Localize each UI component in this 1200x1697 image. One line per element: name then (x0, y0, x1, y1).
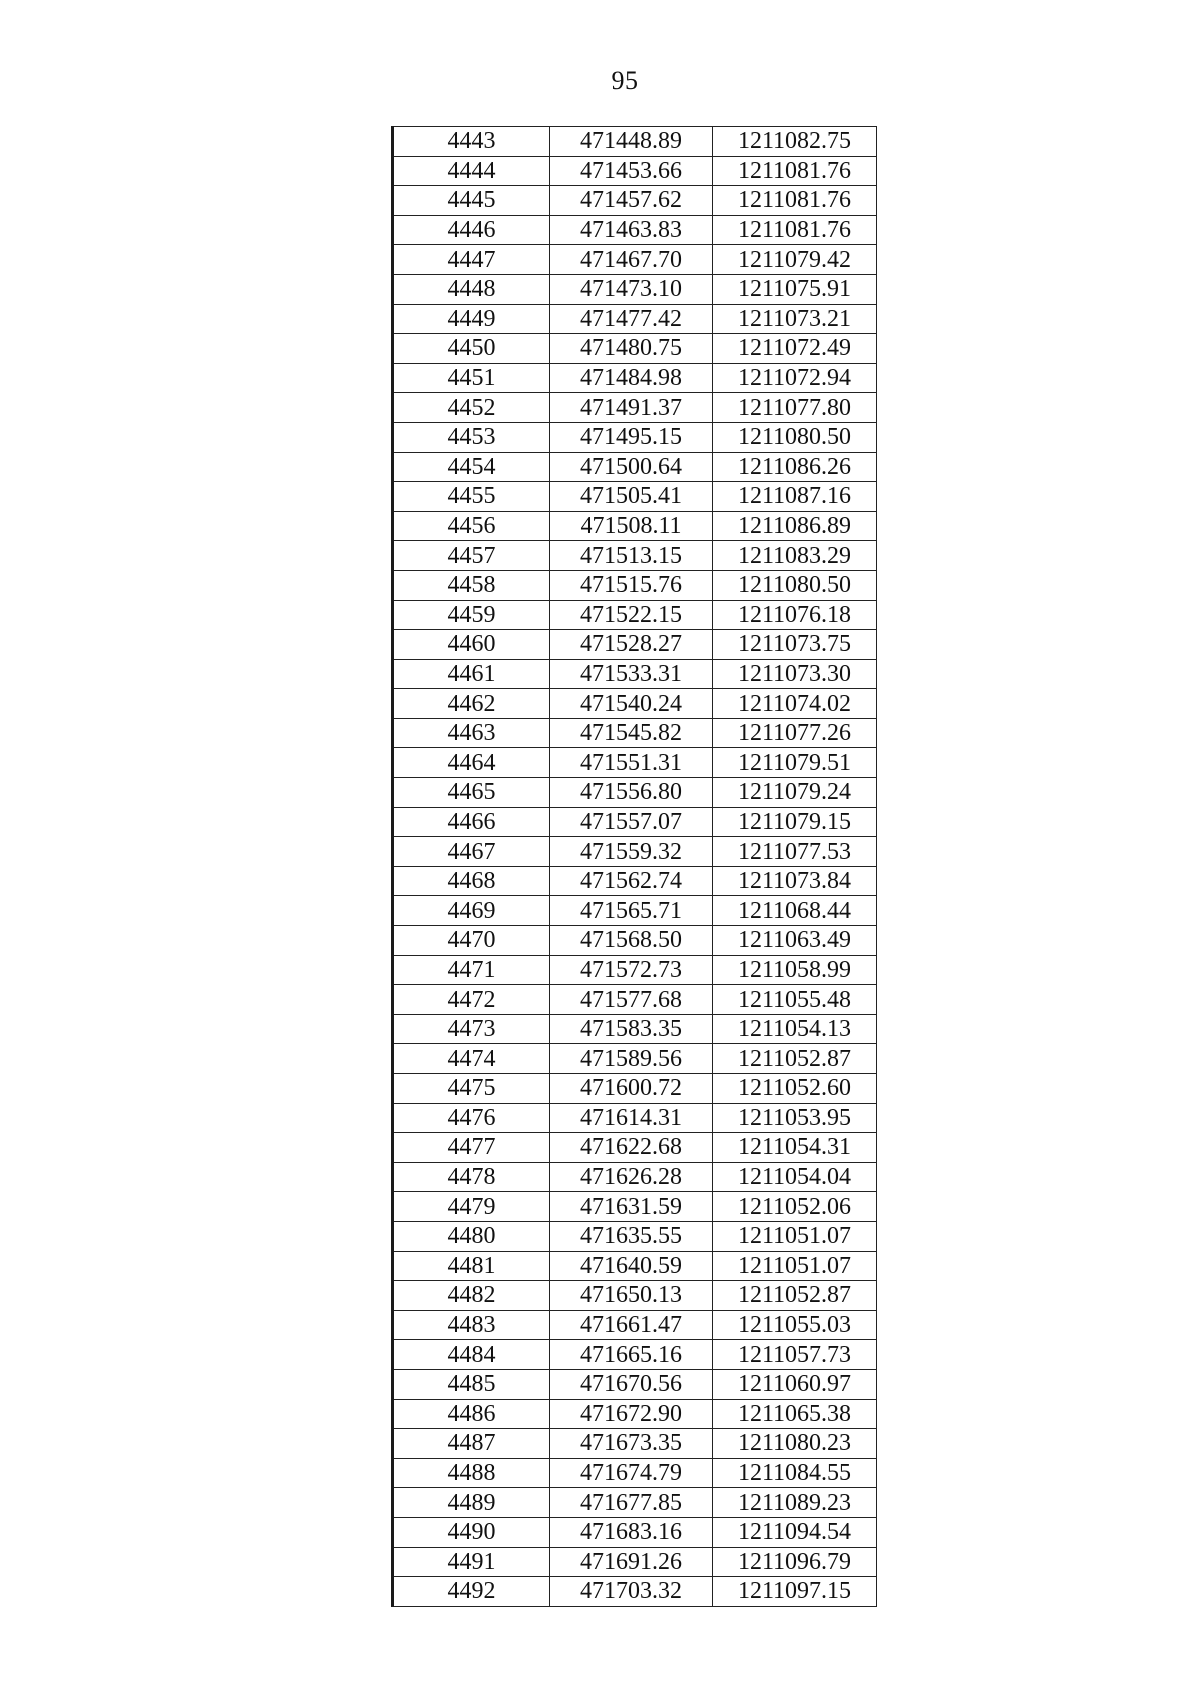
x-coordinate-cell: 471484.98 (550, 363, 713, 393)
point-number-cell: 4461 (393, 659, 550, 689)
point-number-cell: 4487 (393, 1429, 550, 1459)
x-coordinate-cell: 471683.16 (550, 1517, 713, 1547)
x-coordinate-cell: 471533.31 (550, 659, 713, 689)
x-coordinate-cell: 471522.15 (550, 600, 713, 630)
y-coordinate-cell: 1211055.03 (713, 1310, 877, 1340)
point-number-cell: 4443 (393, 127, 550, 157)
table-row (393, 363, 877, 393)
x-coordinate-cell: 471665.16 (550, 1340, 713, 1370)
y-coordinate-cell: 1211080.50 (713, 570, 877, 600)
y-coordinate-cell: 1211060.97 (713, 1369, 877, 1399)
point-number-cell: 4445 (393, 186, 550, 216)
x-coordinate-cell: 471640.59 (550, 1251, 713, 1281)
y-coordinate-cell: 1211052.06 (713, 1192, 877, 1222)
y-coordinate-cell: 1211075.91 (713, 274, 877, 304)
y-coordinate-cell: 1211068.44 (713, 896, 877, 926)
y-coordinate-cell: 1211097.15 (713, 1577, 877, 1607)
x-coordinate-cell: 471583.35 (550, 1014, 713, 1044)
x-coordinate-cell: 471589.56 (550, 1044, 713, 1074)
table-row (393, 1074, 877, 1104)
y-coordinate-cell: 1211073.30 (713, 659, 877, 689)
y-coordinate-cell: 1211080.23 (713, 1429, 877, 1459)
y-coordinate-cell: 1211074.02 (713, 689, 877, 719)
x-coordinate-cell: 471457.62 (550, 186, 713, 216)
x-coordinate-cell: 471540.24 (550, 689, 713, 719)
point-number-cell: 4482 (393, 1281, 550, 1311)
table-row (393, 630, 877, 660)
point-number-cell: 4460 (393, 630, 550, 660)
table-row (393, 127, 877, 157)
y-coordinate-cell: 1211073.75 (713, 630, 877, 660)
y-coordinate-cell: 1211089.23 (713, 1488, 877, 1518)
x-coordinate-cell: 471614.31 (550, 1103, 713, 1133)
table-row (393, 274, 877, 304)
y-coordinate-cell: 1211086.26 (713, 452, 877, 482)
x-coordinate-cell: 471559.32 (550, 837, 713, 867)
point-number-cell: 4447 (393, 245, 550, 275)
x-coordinate-cell: 471572.73 (550, 955, 713, 985)
point-number-cell: 4474 (393, 1044, 550, 1074)
y-coordinate-cell: 1211079.24 (713, 778, 877, 808)
x-coordinate-cell: 471467.70 (550, 245, 713, 275)
point-number-cell: 4490 (393, 1517, 550, 1547)
x-coordinate-cell: 471674.79 (550, 1458, 713, 1488)
x-coordinate-cell: 471515.76 (550, 570, 713, 600)
point-number-cell: 4480 (393, 1221, 550, 1251)
y-coordinate-cell: 1211079.51 (713, 748, 877, 778)
point-number-cell: 4473 (393, 1014, 550, 1044)
x-coordinate-cell: 471565.71 (550, 896, 713, 926)
y-coordinate-cell: 1211081.76 (713, 186, 877, 216)
x-coordinate-cell: 471557.07 (550, 807, 713, 837)
table-row (393, 334, 877, 364)
x-coordinate-cell: 471703.32 (550, 1577, 713, 1607)
y-coordinate-cell: 1211077.80 (713, 393, 877, 423)
table-row (393, 452, 877, 482)
table-row (393, 541, 877, 571)
point-number-cell: 4491 (393, 1547, 550, 1577)
point-number-cell: 4463 (393, 718, 550, 748)
table-row (393, 1014, 877, 1044)
y-coordinate-cell: 1211081.76 (713, 156, 877, 186)
table-row (393, 1162, 877, 1192)
table-row (393, 156, 877, 186)
y-coordinate-cell: 1211077.53 (713, 837, 877, 867)
point-number-cell: 4469 (393, 896, 550, 926)
x-coordinate-cell: 471650.13 (550, 1281, 713, 1311)
y-coordinate-cell: 1211096.79 (713, 1547, 877, 1577)
table-row (393, 422, 877, 452)
point-number-cell: 4472 (393, 985, 550, 1015)
y-coordinate-cell: 1211094.54 (713, 1517, 877, 1547)
point-number-cell: 4448 (393, 274, 550, 304)
point-number-cell: 4450 (393, 334, 550, 364)
point-number-cell: 4471 (393, 955, 550, 985)
table-row (393, 1517, 877, 1547)
point-number-cell: 4444 (393, 156, 550, 186)
y-coordinate-cell: 1211065.38 (713, 1399, 877, 1429)
y-coordinate-cell: 1211073.21 (713, 304, 877, 334)
y-coordinate-cell: 1211087.16 (713, 482, 877, 512)
point-number-cell: 4466 (393, 807, 550, 837)
page-number: 95 (611, 66, 639, 95)
table-row (393, 1310, 877, 1340)
x-coordinate-cell: 471556.80 (550, 778, 713, 808)
table-row (393, 689, 877, 719)
table-row (393, 1547, 877, 1577)
table-row (393, 1488, 877, 1518)
point-number-cell: 4449 (393, 304, 550, 334)
point-number-cell: 4485 (393, 1369, 550, 1399)
table-row (393, 1399, 877, 1429)
table-row (393, 1221, 877, 1251)
x-coordinate-cell: 471500.64 (550, 452, 713, 482)
table-row (393, 511, 877, 541)
x-coordinate-cell: 471600.72 (550, 1074, 713, 1104)
point-number-cell: 4464 (393, 748, 550, 778)
point-number-cell: 4458 (393, 570, 550, 600)
x-coordinate-cell: 471505.41 (550, 482, 713, 512)
y-coordinate-cell: 1211063.49 (713, 926, 877, 956)
point-number-cell: 4452 (393, 393, 550, 423)
y-coordinate-cell: 1211072.49 (713, 334, 877, 364)
table-row (393, 1577, 877, 1607)
x-coordinate-cell: 471551.31 (550, 748, 713, 778)
table-row (393, 1458, 877, 1488)
point-number-cell: 4488 (393, 1458, 550, 1488)
table-row (393, 926, 877, 956)
table-row (393, 600, 877, 630)
y-coordinate-cell: 1211077.26 (713, 718, 877, 748)
y-coordinate-cell: 1211079.42 (713, 245, 877, 275)
point-number-cell: 4462 (393, 689, 550, 719)
table-row (393, 1192, 877, 1222)
coordinates-table (391, 126, 877, 1607)
x-coordinate-cell: 471677.85 (550, 1488, 713, 1518)
y-coordinate-cell: 1211052.60 (713, 1074, 877, 1104)
table-row (393, 393, 877, 423)
y-coordinate-cell: 1211076.18 (713, 600, 877, 630)
point-number-cell: 4457 (393, 541, 550, 571)
table-row (393, 1369, 877, 1399)
table-row (393, 985, 877, 1015)
point-number-cell: 4486 (393, 1399, 550, 1429)
point-number-cell: 4481 (393, 1251, 550, 1281)
y-coordinate-cell: 1211051.07 (713, 1221, 877, 1251)
table-row (393, 866, 877, 896)
x-coordinate-cell: 471448.89 (550, 127, 713, 157)
x-coordinate-cell: 471528.27 (550, 630, 713, 660)
x-coordinate-cell: 471673.35 (550, 1429, 713, 1459)
x-coordinate-cell: 471495.15 (550, 422, 713, 452)
y-coordinate-cell: 1211086.89 (713, 511, 877, 541)
x-coordinate-cell: 471577.68 (550, 985, 713, 1015)
coordinates-table-body (393, 127, 877, 1607)
point-number-cell: 4477 (393, 1133, 550, 1163)
x-coordinate-cell: 471631.59 (550, 1192, 713, 1222)
table-row (393, 1340, 877, 1370)
point-number-cell: 4459 (393, 600, 550, 630)
x-coordinate-cell: 471635.55 (550, 1221, 713, 1251)
y-coordinate-cell: 1211073.84 (713, 866, 877, 896)
table-row (393, 778, 877, 808)
point-number-cell: 4465 (393, 778, 550, 808)
table-row (393, 1251, 877, 1281)
table-row (393, 570, 877, 600)
point-number-cell: 4492 (393, 1577, 550, 1607)
table-row (393, 896, 877, 926)
table-row (393, 186, 877, 216)
x-coordinate-cell: 471670.56 (550, 1369, 713, 1399)
point-number-cell: 4475 (393, 1074, 550, 1104)
y-coordinate-cell: 1211054.31 (713, 1133, 877, 1163)
y-coordinate-cell: 1211079.15 (713, 807, 877, 837)
point-number-cell: 4467 (393, 837, 550, 867)
x-coordinate-cell: 471545.82 (550, 718, 713, 748)
x-coordinate-cell: 471672.90 (550, 1399, 713, 1429)
point-number-cell: 4446 (393, 215, 550, 245)
x-coordinate-cell: 471626.28 (550, 1162, 713, 1192)
y-coordinate-cell: 1211083.29 (713, 541, 877, 571)
point-number-cell: 4456 (393, 511, 550, 541)
table-row (393, 748, 877, 778)
point-number-cell: 4483 (393, 1310, 550, 1340)
point-number-cell: 4468 (393, 866, 550, 896)
y-coordinate-cell: 1211057.73 (713, 1340, 877, 1370)
x-coordinate-cell: 471480.75 (550, 334, 713, 364)
table-row (393, 659, 877, 689)
table-row (393, 955, 877, 985)
x-coordinate-cell: 471622.68 (550, 1133, 713, 1163)
y-coordinate-cell: 1211052.87 (713, 1281, 877, 1311)
y-coordinate-cell: 1211055.48 (713, 985, 877, 1015)
point-number-cell: 4476 (393, 1103, 550, 1133)
x-coordinate-cell: 471473.10 (550, 274, 713, 304)
table-row (393, 1103, 877, 1133)
table-row (393, 1429, 877, 1459)
x-coordinate-cell: 471661.47 (550, 1310, 713, 1340)
table-row (393, 718, 877, 748)
table-row (393, 482, 877, 512)
point-number-cell: 4479 (393, 1192, 550, 1222)
y-coordinate-cell: 1211082.75 (713, 127, 877, 157)
x-coordinate-cell: 471513.15 (550, 541, 713, 571)
table-row (393, 215, 877, 245)
point-number-cell: 4470 (393, 926, 550, 956)
y-coordinate-cell: 1211080.50 (713, 422, 877, 452)
point-number-cell: 4489 (393, 1488, 550, 1518)
y-coordinate-cell: 1211051.07 (713, 1251, 877, 1281)
y-coordinate-cell: 1211081.76 (713, 215, 877, 245)
point-number-cell: 4454 (393, 452, 550, 482)
x-coordinate-cell: 471568.50 (550, 926, 713, 956)
table-row (393, 1281, 877, 1311)
x-coordinate-cell: 471491.37 (550, 393, 713, 423)
y-coordinate-cell: 1211054.13 (713, 1014, 877, 1044)
point-number-cell: 4451 (393, 363, 550, 393)
table-row (393, 1133, 877, 1163)
y-coordinate-cell: 1211052.87 (713, 1044, 877, 1074)
table-row (393, 807, 877, 837)
x-coordinate-cell: 471453.66 (550, 156, 713, 186)
y-coordinate-cell: 1211084.55 (713, 1458, 877, 1488)
point-number-cell: 4453 (393, 422, 550, 452)
table-row (393, 304, 877, 334)
x-coordinate-cell: 471477.42 (550, 304, 713, 334)
x-coordinate-cell: 471691.26 (550, 1547, 713, 1577)
x-coordinate-cell: 471463.83 (550, 215, 713, 245)
point-number-cell: 4478 (393, 1162, 550, 1192)
point-number-cell: 4484 (393, 1340, 550, 1370)
table-row (393, 1044, 877, 1074)
y-coordinate-cell: 1211053.95 (713, 1103, 877, 1133)
y-coordinate-cell: 1211058.99 (713, 955, 877, 985)
y-coordinate-cell: 1211072.94 (713, 363, 877, 393)
table-row (393, 837, 877, 867)
y-coordinate-cell: 1211054.04 (713, 1162, 877, 1192)
x-coordinate-cell: 471508.11 (550, 511, 713, 541)
x-coordinate-cell: 471562.74 (550, 866, 713, 896)
table-row (393, 245, 877, 275)
point-number-cell: 4455 (393, 482, 550, 512)
